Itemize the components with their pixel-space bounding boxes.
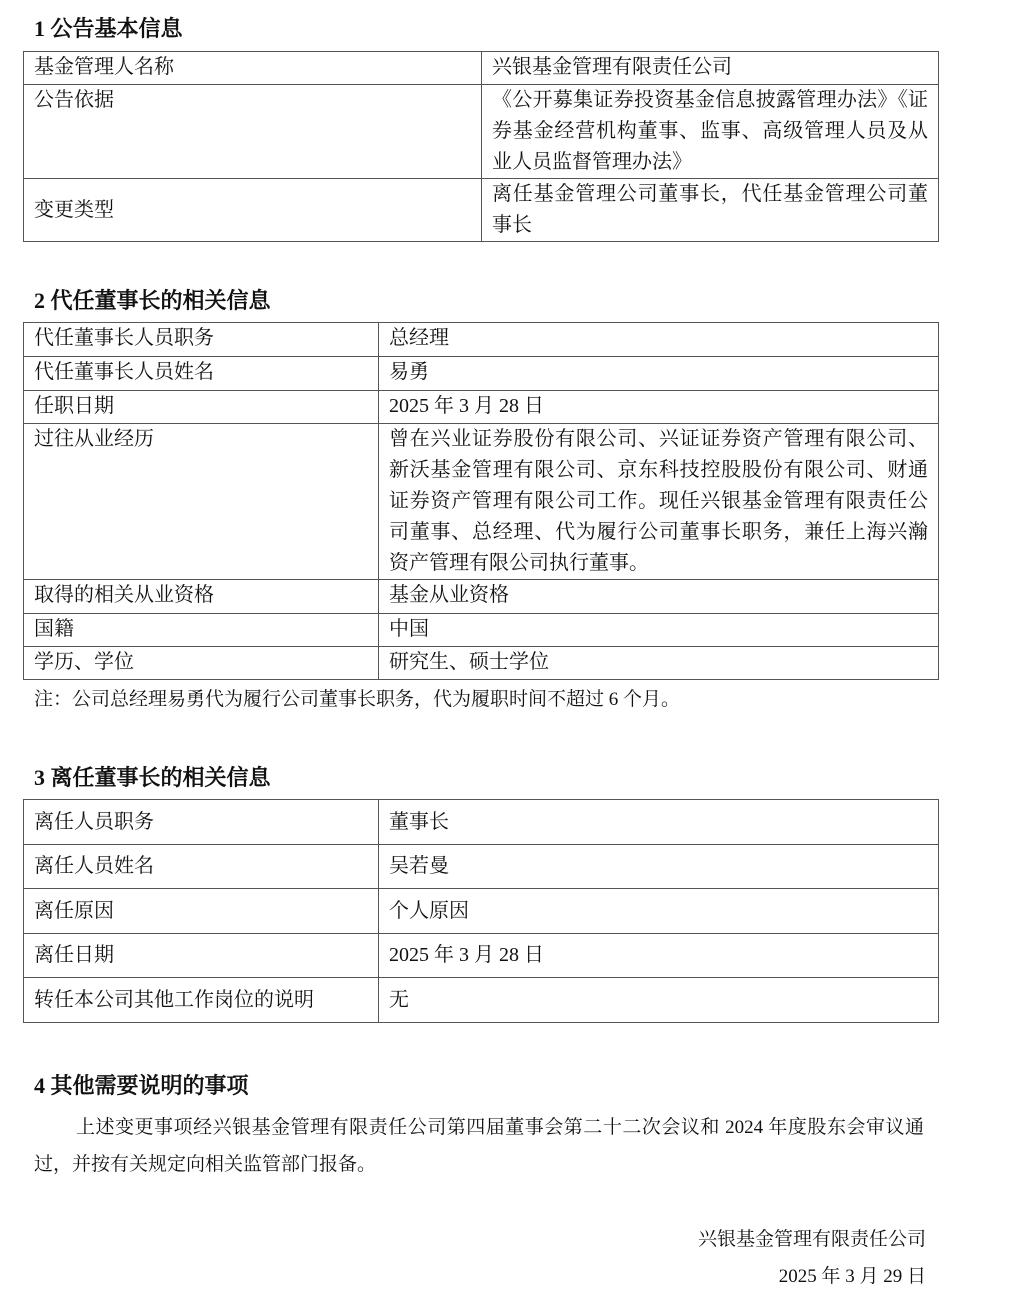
- row-label: 转任本公司其他工作岗位的说明: [24, 978, 379, 1023]
- table-row: [24, 357, 939, 391]
- departing-chairman-table: [23, 799, 939, 1023]
- section-4-title: 4 其他需要说明的事项: [34, 1073, 249, 1098]
- table-row: [24, 179, 939, 242]
- row-value: 离任基金管理公司董事长，代任基金管理公司董事长: [482, 179, 939, 242]
- row-value: 2025 年 3 月 28 日: [379, 391, 939, 424]
- signature-company: 兴银基金管理有限责任公司: [697, 1229, 926, 1250]
- table-row: [24, 85, 939, 179]
- table-row: [24, 800, 939, 845]
- row-label: 公告依据: [24, 85, 482, 179]
- row-value: 兴银基金管理有限责任公司: [482, 52, 939, 85]
- section-3-title: 3 离任董事长的相关信息: [34, 765, 271, 790]
- row-label: 过往从业经历: [24, 424, 379, 580]
- table-row: [24, 647, 939, 680]
- section-1-title: 1 公告基本信息: [34, 16, 183, 41]
- row-label: 变更类型: [24, 179, 482, 242]
- row-label: 取得的相关从业资格: [24, 580, 379, 614]
- row-value: 基金从业资格: [379, 580, 939, 614]
- acting-chairman-table: [23, 322, 939, 680]
- row-label: 代任董事长人员职务: [24, 323, 379, 357]
- row-value: 研究生、硕士学位: [379, 647, 939, 680]
- row-value: 曾在兴业证券股份有限公司、兴证证券资产管理有限公司、新沃基金管理有限公司、京东科技控股股份有限公司、财通证券资产管理有限公司工作。现任兴银基金管理有限责任公司董事、总经理、代为履行公司董事长职务，兼任上海兴瀚资产管理有限公司执行董事。: [379, 424, 939, 580]
- row-value: 易勇: [379, 357, 939, 391]
- row-label: 基金管理人名称: [24, 52, 482, 85]
- table-row: [24, 978, 939, 1023]
- row-value: 2025 年 3 月 28 日: [379, 934, 939, 978]
- row-value: 中国: [379, 614, 939, 647]
- table-row: [24, 391, 939, 424]
- row-label: 学历、学位: [24, 647, 379, 680]
- signature-date: 2025 年 3 月 29 日: [778, 1266, 926, 1287]
- table-row: [24, 934, 939, 978]
- row-label: 离任人员姓名: [24, 845, 379, 889]
- row-label: 离任原因: [24, 889, 379, 934]
- table-row: [24, 845, 939, 889]
- table-row: [24, 424, 939, 580]
- table-row: [24, 614, 939, 647]
- row-value: 吴若曼: [379, 845, 939, 889]
- row-label: 国籍: [24, 614, 379, 647]
- row-label: 离任人员职务: [24, 800, 379, 845]
- row-value: 总经理: [379, 323, 939, 357]
- table-row: [24, 580, 939, 614]
- section-2-note: 注：公司总经理易勇代为履行公司董事长职务，代为履职时间不超过 6 个月。: [34, 689, 681, 710]
- section-4-paragraph: 上述变更事项经兴银基金管理有限责任公司第四届董事会第二十二次会议和 2024 年度股东会审议通过，并按有关规定向相关监管部门报备。: [34, 1117, 924, 1175]
- table-row: [24, 889, 939, 934]
- row-value: 董事长: [379, 800, 939, 845]
- table-row: [24, 323, 939, 357]
- section-2-title: 2 代任董事长的相关信息: [34, 288, 271, 313]
- row-label: 任职日期: [24, 391, 379, 424]
- row-value: 《公开募集证券投资基金信息披露管理办法》《证券基金经营机构董事、监事、高级管理人员及从业人员监督管理办法》: [482, 85, 939, 179]
- row-value: 个人原因: [379, 889, 939, 934]
- row-label: 离任日期: [24, 934, 379, 978]
- row-label: 代任董事长人员姓名: [24, 357, 379, 391]
- table-row: [24, 52, 939, 85]
- basic-info-table: [23, 51, 939, 242]
- row-value: 无: [379, 978, 939, 1023]
